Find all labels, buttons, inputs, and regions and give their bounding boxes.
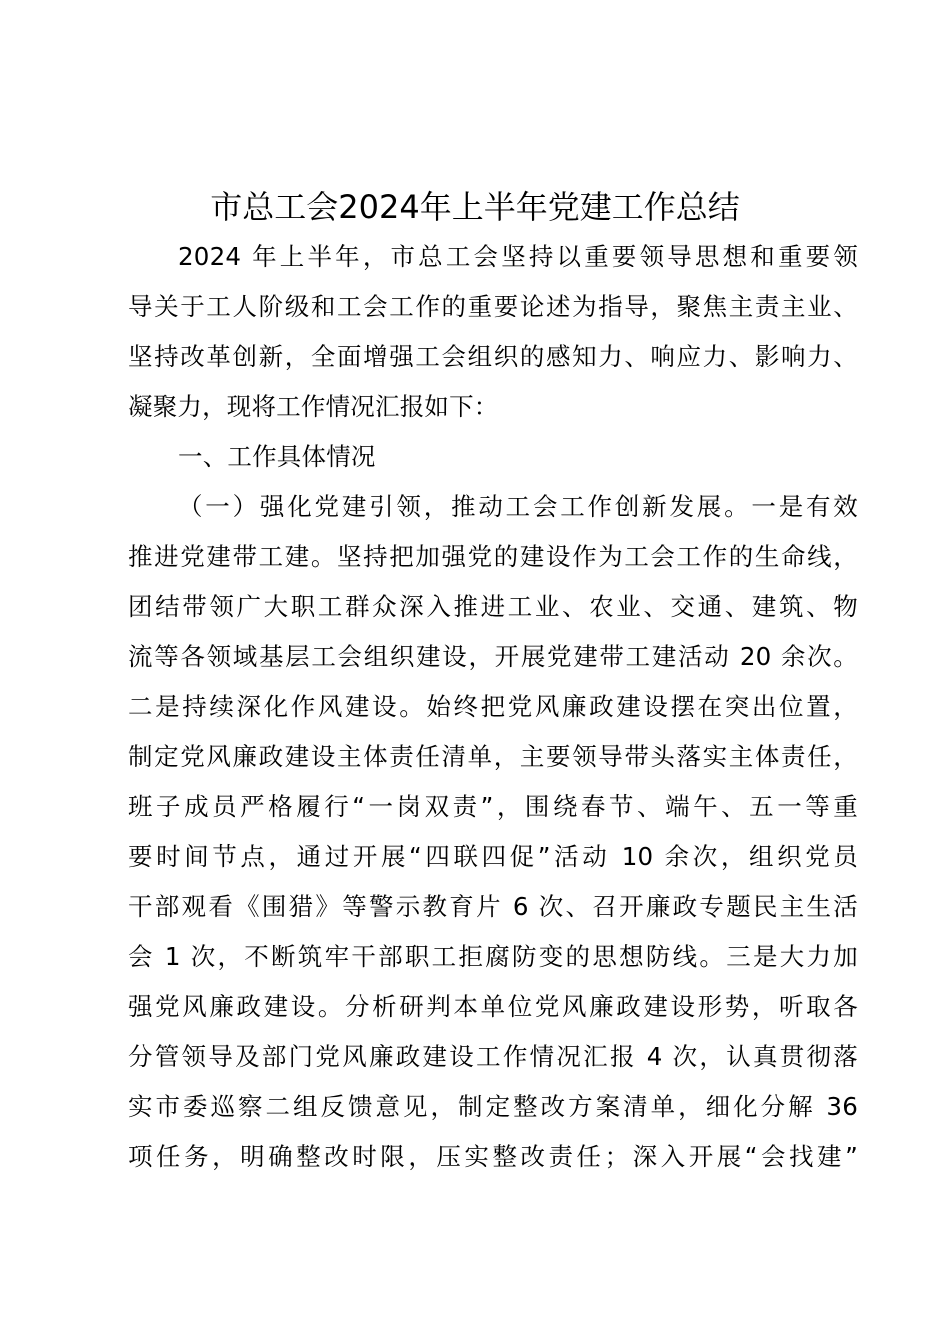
paragraph-line: 凝聚力，现将工作情况汇报如下：: [128, 392, 499, 421]
paragraph-line: 项任务，明确整改时限，压实整改责任；深入开展“会找建”: [128, 1142, 858, 1171]
paragraph-line: 导关于工人阶级和工会工作的重要论述为指导，聚焦主责主业、: [128, 292, 858, 321]
paragraph-line: 二是持续深化作风建设。始终把党风廉政建设摆在突出位置，: [128, 692, 858, 721]
paragraph-line: 流等各领域基层工会组织建设，开展党建带工建活动 20 余次。: [128, 642, 858, 671]
paragraph-line: 干部观看《围猎》等警示教育片 6 次、召开廉政专题民主生活: [128, 892, 858, 921]
paragraph-line: 2024 年上半年，市总工会坚持以重要领导思想和重要领: [178, 242, 858, 271]
paragraph-line: 会 1 次，不断筑牢干部职工拒腐防变的思想防线。三是大力加: [128, 942, 858, 971]
paragraph-line: 强党风廉政建设。分析研判本单位党风廉政建设形势，听取各: [128, 992, 858, 1021]
paragraph-line: 实市委巡察二组反馈意见，制定整改方案清单，细化分解 36: [128, 1092, 858, 1121]
document-title: 市总工会2024年上半年党建工作总结: [210, 188, 740, 226]
paragraph-line: 要时间节点，通过开展“四联四促”活动 10 余次，组织党员: [128, 842, 858, 871]
section-heading: 一、工作具体情况: [178, 442, 376, 471]
paragraph-line: 班子成员严格履行“一岗双责”，围绕春节、端午、五一等重: [128, 792, 858, 821]
paragraph-line: 推进党建带工建。坚持把加强党的建设作为工会工作的生命线，: [128, 542, 858, 571]
paragraph-line: 坚持改革创新，全面增强工会组织的感知力、响应力、影响力、: [128, 342, 858, 371]
document-body: [128, 232, 858, 1182]
paragraph-line: 团结带领广大职工群众深入推进工业、农业、交通、建筑、物: [128, 592, 858, 621]
paragraph-line: 分管领导及部门党风廉政建设工作情况汇报 4 次，认真贯彻落: [128, 1042, 858, 1071]
paragraph-line: 制定党风廉政建设主体责任清单，主要领导带头落实主体责任，: [128, 742, 858, 771]
paragraph-line: （一）强化党建引领，推动工会工作创新发展。一是有效: [178, 492, 858, 521]
